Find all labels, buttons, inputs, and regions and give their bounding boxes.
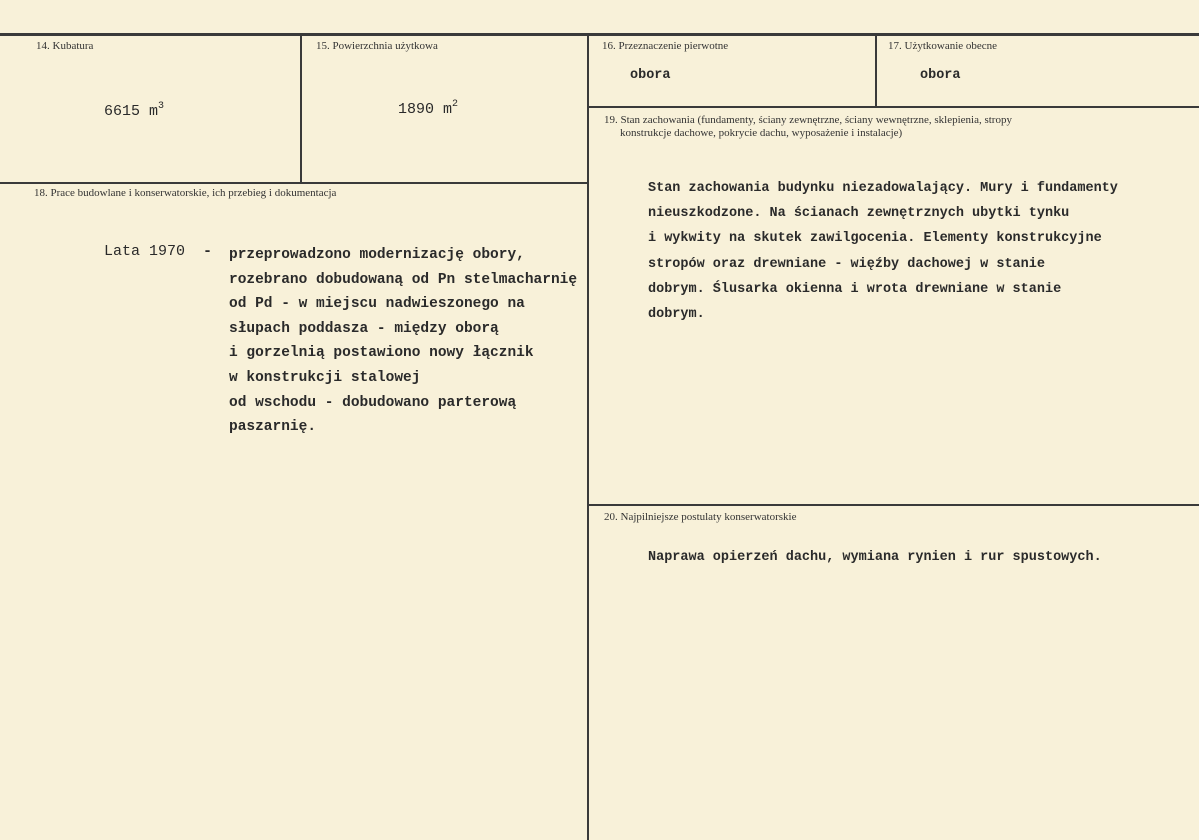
prace-line: przeprowadzono modernizację obory, (229, 247, 525, 263)
prace-line: od wschodu - dobudowano parterową (229, 394, 517, 411)
przeznaczenie-value: obora (630, 68, 671, 83)
prace-label: 18. Prace budowlane i konserwatorskie, ich przebieg i dokumentacja (34, 187, 337, 199)
stan-line: stropów oraz drewniane - więźby dachowej w stanie (648, 256, 1045, 272)
row-divider-left (0, 182, 588, 184)
stan-line: dobrym. (648, 306, 705, 322)
postulaty-value: Naprawa opierzeń dachu, wymiana rynien i rur spustowych. (648, 550, 1102, 565)
prace-line: i gorzelnią postawiono nowy łącznik (229, 345, 534, 362)
divider-16-17 (875, 35, 877, 107)
stan-line: nieuszkodzone. Na ścianach zewnętrznych ubytki tynku (648, 206, 1070, 222)
stan-label-line2: konstrukcje dachowe, pokrycie dachu, wyposażenie i instalacje) (620, 127, 903, 139)
uzytkowanie-label: 17. Użytkowanie obecne (888, 40, 998, 52)
row-divider-right-bottom (588, 504, 1199, 506)
prace-year: Lata 1970 (104, 243, 186, 260)
przeznaczenie-label: 16. Przeznaczenie pierwotne (602, 40, 729, 52)
prace-line: od Pd - w miejscu nadwieszonego na (229, 296, 525, 313)
prace-line: w konstrukcji stalowej (229, 369, 421, 386)
powierzchnia-value (398, 101, 458, 118)
top-border (0, 33, 1199, 36)
kubatura-unit-sup: 3 (158, 101, 165, 112)
kubatura-number: 6615 m (104, 103, 159, 120)
row-divider-right-top (588, 106, 1199, 108)
stan-line: dobrym. Ślusarka okienna i wrota drewniane w stanie (648, 281, 1062, 297)
stan-text (648, 176, 1118, 327)
center-divider (587, 35, 589, 840)
kubatura-label: 14. Kubatura (36, 40, 94, 52)
kubatura-value (104, 103, 164, 120)
uzytkowanie-value: obora (920, 68, 961, 83)
powierzchnia-label: 15. Powierzchnia użytkowa (316, 40, 438, 52)
prace-dash: - (203, 243, 213, 260)
powierzchnia-number: 1890 m (398, 101, 453, 118)
powierzchnia-unit-sup: 2 (452, 99, 459, 110)
prace-line: paszarnię. (229, 419, 317, 436)
stan-line: Stan zachowania budynku niezadowalający. Mury i fundamenty (648, 181, 1118, 196)
prace-text (229, 243, 577, 440)
postulaty-label: 20. Najpilniejsze postulaty konserwatorskie (604, 511, 797, 523)
prace-line: rozebrano dobudowaną od Pn stelmacharnię (229, 271, 578, 288)
stan-line: i wykwity na skutek zawilgocenia. Elementy konstrukcyjne (648, 231, 1102, 247)
divider-14-15 (300, 35, 302, 183)
stan-label-line1: 19. Stan zachowania (fundamenty, ściany zewnętrzne, ściany wewnętrzne, sklepienia, stropy (604, 114, 1012, 126)
prace-line: słupach poddasza - między oborą (229, 320, 499, 337)
